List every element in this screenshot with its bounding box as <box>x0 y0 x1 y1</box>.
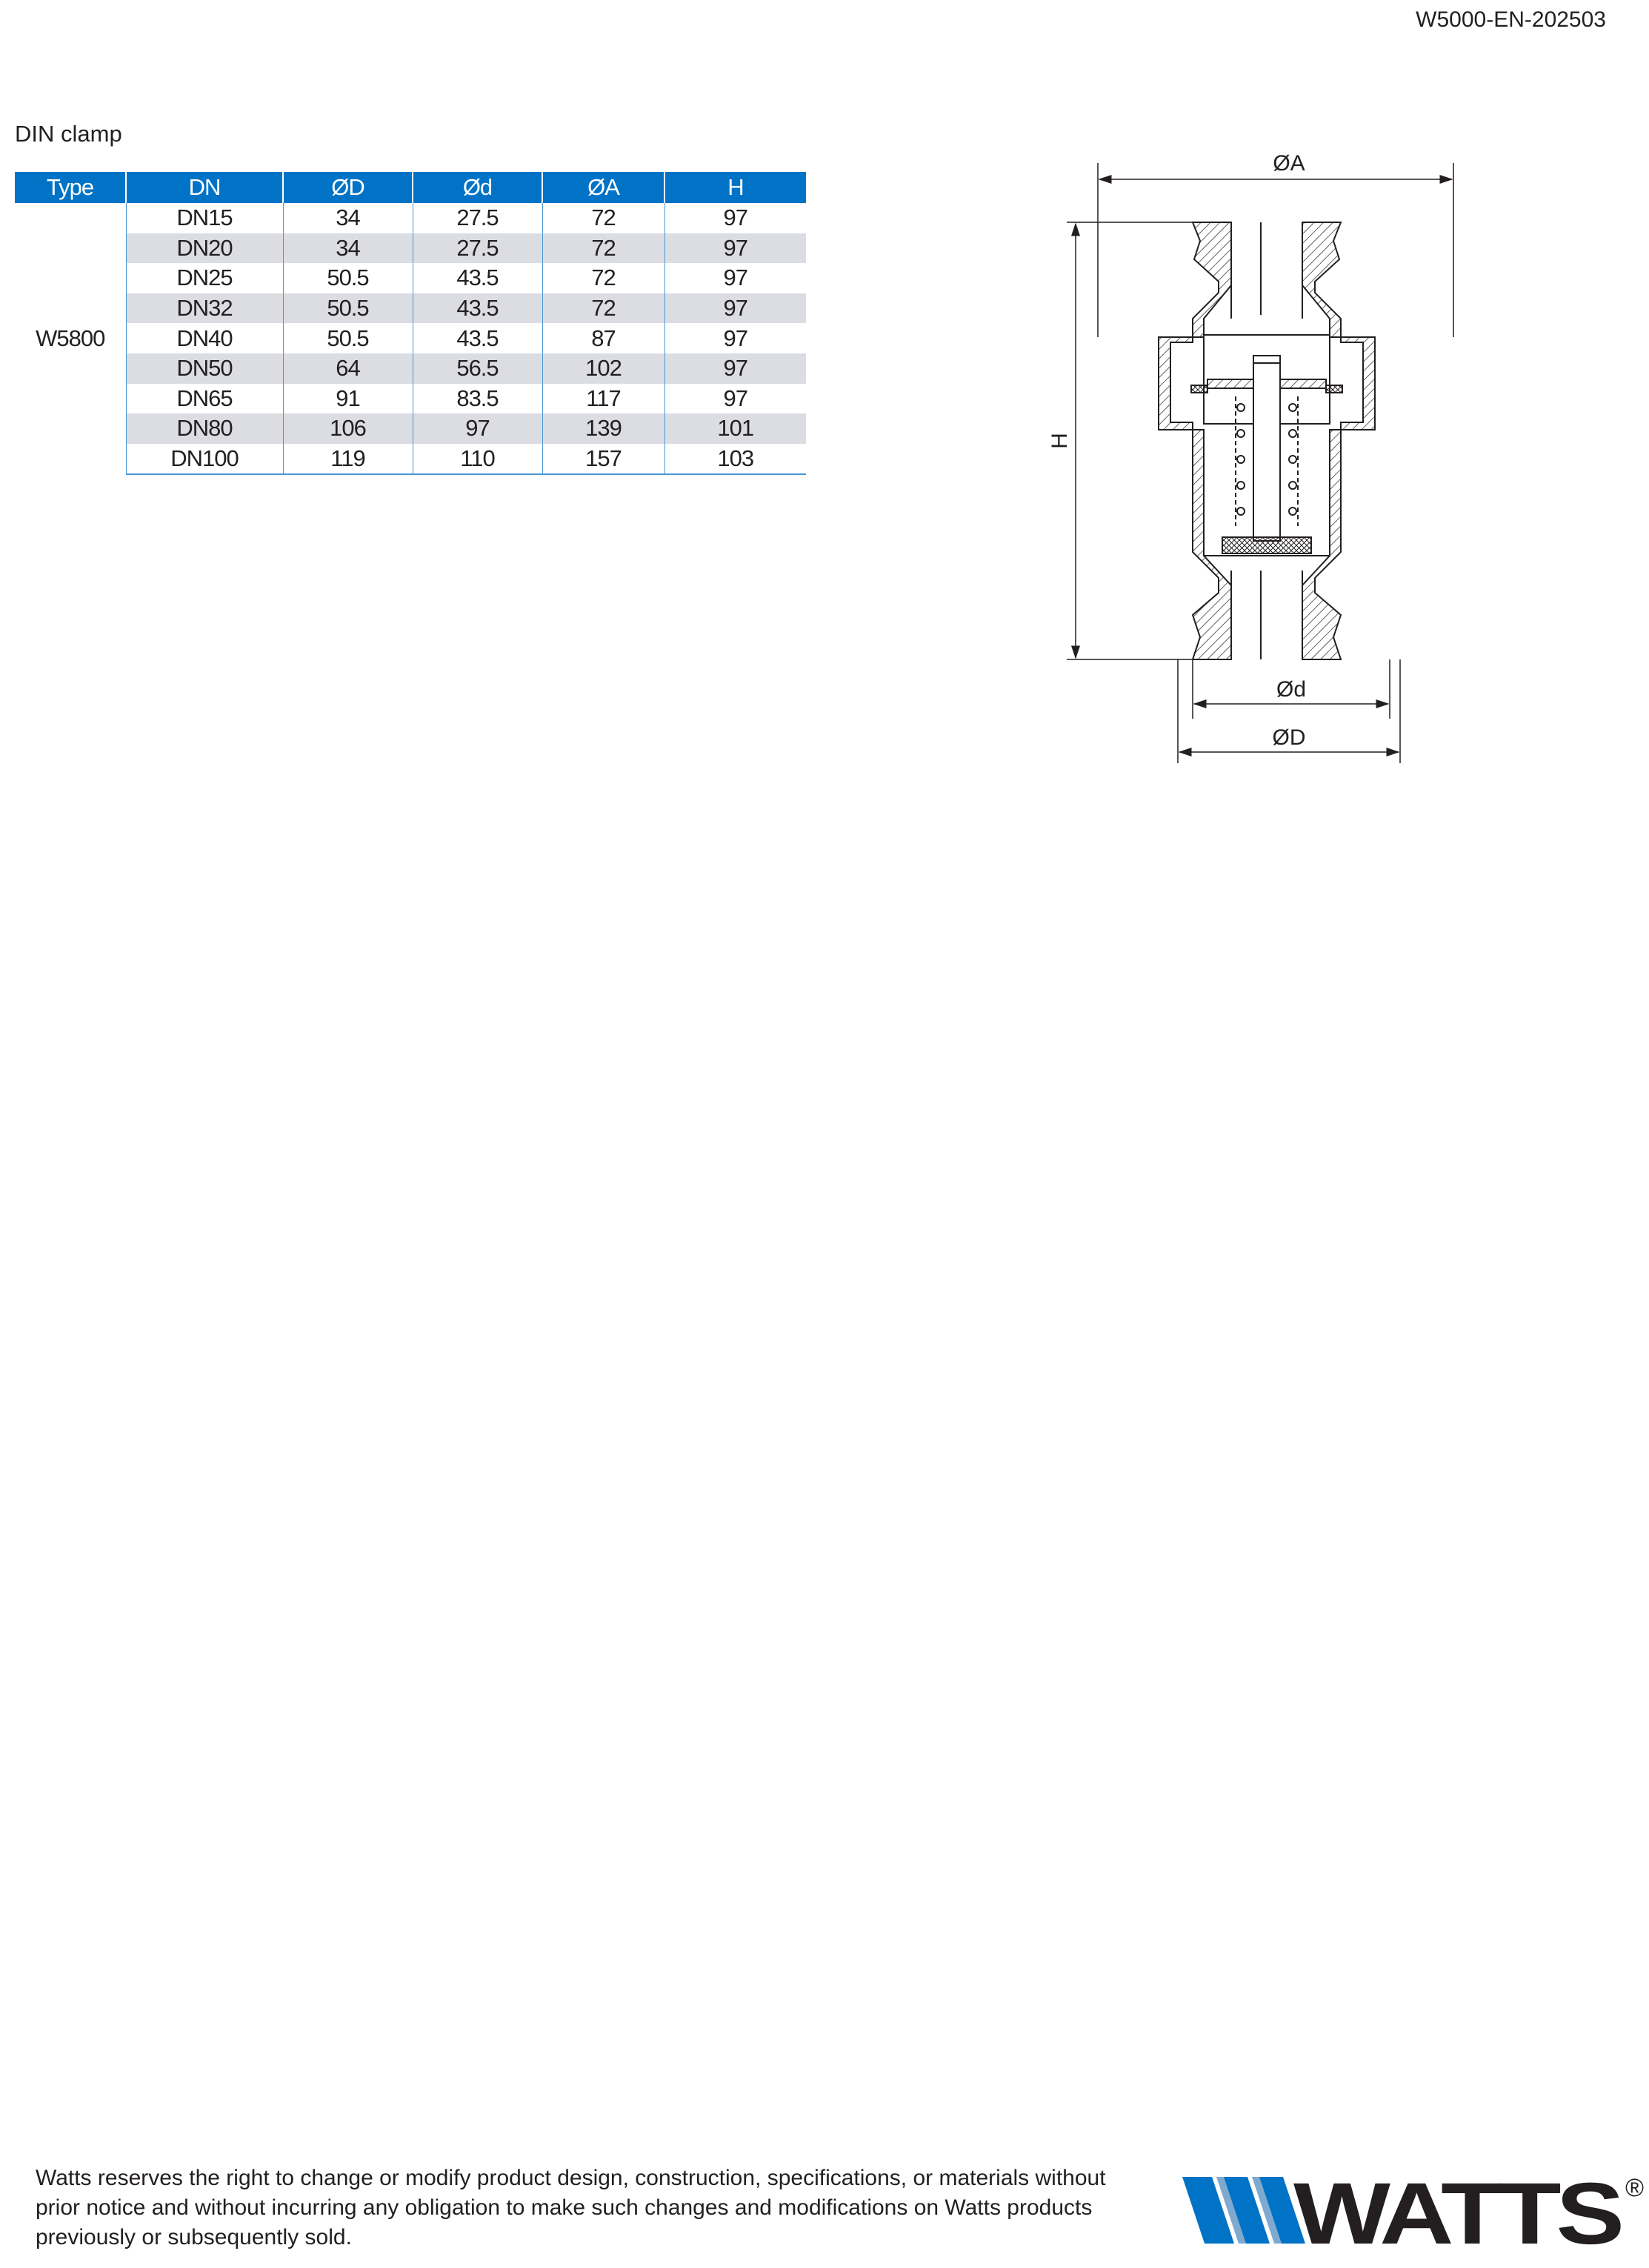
clamp-diameter-cell: 72 <box>542 233 664 264</box>
inner-diameter-cell: 43.5 <box>413 293 542 324</box>
inner-diameter-cell: 43.5 <box>413 263 542 293</box>
dn-cell: DN50 <box>126 353 283 384</box>
outer-diameter-cell: 64 <box>283 353 413 384</box>
valve-cross-section-drawing <box>1037 141 1496 778</box>
clamp-diameter-cell: 72 <box>542 293 664 324</box>
clamp-diameter-cell: 72 <box>542 203 664 233</box>
watts-logo <box>1182 2169 1649 2251</box>
outer-diameter-cell: 34 <box>283 203 413 233</box>
dimension-label-a: ØA <box>1273 151 1305 176</box>
dn-cell: DN32 <box>126 293 283 324</box>
clamp-diameter-cell: 117 <box>542 384 664 414</box>
height-cell: 103 <box>664 444 806 475</box>
outer-diameter-cell: 91 <box>283 384 413 414</box>
height-cell: 97 <box>723 204 747 231</box>
table-row <box>15 233 806 264</box>
height-cell: 97 <box>723 265 747 291</box>
dn-cell: DN25 <box>126 263 283 293</box>
height-cell: 97 <box>664 293 806 324</box>
clamp-diameter-cell: 102 <box>542 353 664 384</box>
watts-logo-mark <box>1182 2177 1305 2244</box>
table-row <box>15 444 806 475</box>
column-header-dn: DN <box>126 172 283 203</box>
type-cell: W5800 <box>15 203 126 474</box>
inner-diameter-cell: 27.5 <box>413 233 542 264</box>
table-row <box>15 263 806 293</box>
height-cell: 97 <box>723 385 747 411</box>
valve-internals <box>1191 222 1342 659</box>
column-header-inner-diameter: Ød <box>413 172 542 203</box>
inner-diameter-cell: 110 <box>413 444 542 475</box>
table-row <box>15 413 806 444</box>
dimension-label-d-inner: Ød <box>1276 677 1307 702</box>
outer-diameter-cell: 119 <box>283 444 413 475</box>
disclaimer-text: Watts reserves the right to change or modify product design, construction, specifications, or materials without prior notice and without incurring any obligation to make such changes and modifications on Watts products previously or subsequently sold. <box>36 2166 1106 2249</box>
height-cell: 97 <box>664 353 806 384</box>
dimensions-table <box>15 172 806 475</box>
dn-cell: DN20 <box>126 233 283 264</box>
section-title: DIN clamp <box>15 121 122 147</box>
registered-mark: ® <box>1625 2174 1645 2202</box>
column-header-height: H <box>664 172 806 203</box>
dn-cell: DN65 <box>126 384 283 414</box>
clamp-diameter-cell: 87 <box>542 323 664 353</box>
dimension-label-h: H <box>1047 433 1072 449</box>
outer-diameter-cell: 50.5 <box>283 323 413 353</box>
inner-diameter-cell: 56.5 <box>413 353 542 384</box>
column-header-type: Type <box>15 172 126 203</box>
dn-cell: DN15 <box>126 203 283 233</box>
height-cell: 97 <box>664 233 806 264</box>
outer-diameter-cell: 34 <box>283 233 413 264</box>
outer-diameter-cell: 106 <box>283 413 413 444</box>
inner-diameter-cell: 83.5 <box>413 384 542 414</box>
dimension-label-d-outer: ØD <box>1272 725 1306 750</box>
dn-cell: DN100 <box>126 444 283 475</box>
height-cell: 97 <box>723 325 747 351</box>
dn-cell: DN40 <box>126 323 283 353</box>
dn-cell: DN80 <box>126 413 283 444</box>
outer-diameter-cell: 50.5 <box>283 263 413 293</box>
table-row <box>15 384 806 414</box>
column-header-outer-diameter: ØD <box>283 172 413 203</box>
inner-diameter-cell: 27.5 <box>413 203 542 233</box>
outer-diameter-cell: 50.5 <box>283 293 413 324</box>
clamp-diameter-cell: 139 <box>542 413 664 444</box>
inner-diameter-cell: 43.5 <box>413 323 542 353</box>
table-row <box>15 323 806 353</box>
watts-logo-text: WATTS <box>1293 2169 1622 2251</box>
document-code: W5000-EN-202503 <box>1416 7 1606 32</box>
inner-diameter-cell: 97 <box>413 413 542 444</box>
table-row <box>15 293 806 324</box>
table-header-row <box>15 172 806 203</box>
clamp-diameter-cell: 157 <box>542 444 664 475</box>
clamp-diameter-cell: 72 <box>542 263 664 293</box>
table-row <box>15 203 806 233</box>
table-row <box>15 353 806 384</box>
height-cell: 101 <box>664 413 806 444</box>
column-header-clamp-diameter: ØA <box>542 172 664 203</box>
